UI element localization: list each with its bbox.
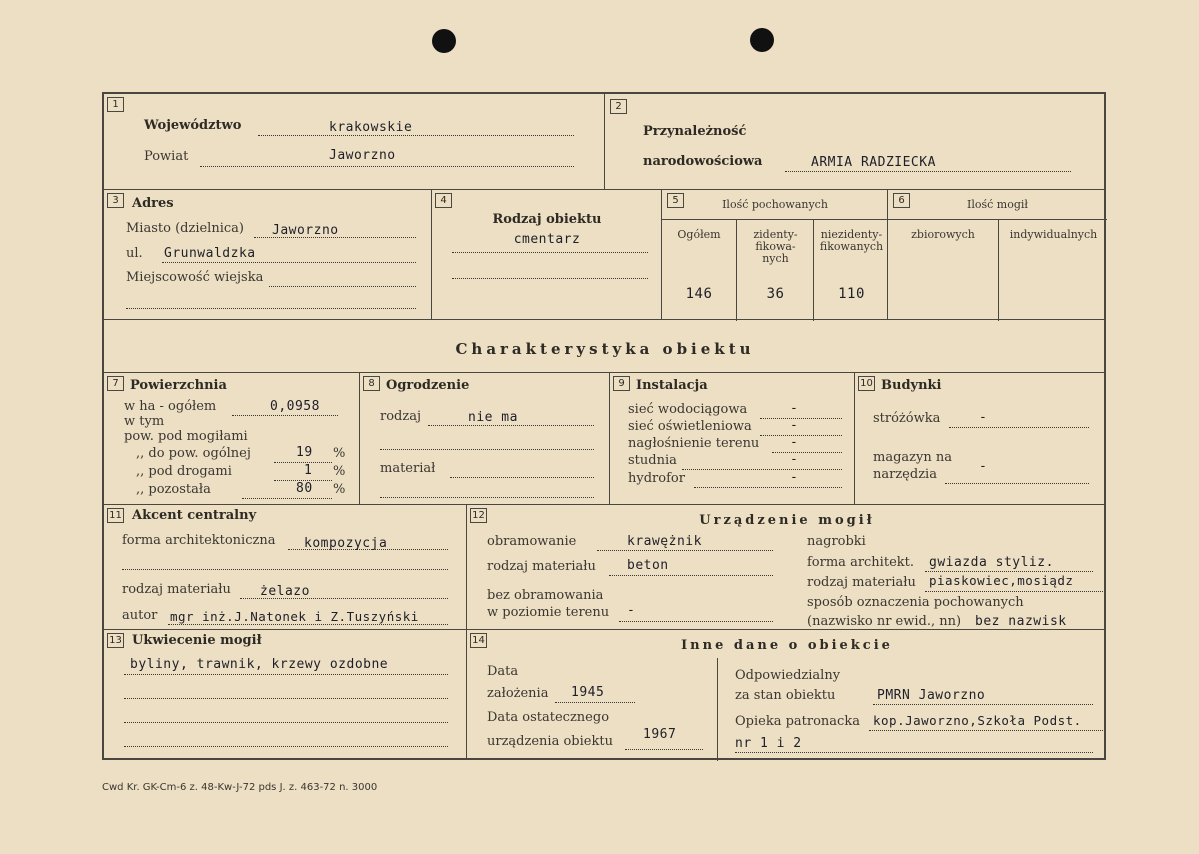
percent-sign: %	[333, 464, 346, 479]
dotted-line	[694, 487, 842, 488]
dotted-line	[200, 166, 574, 167]
buildings-title: Budynki	[881, 378, 942, 393]
section-central-accent	[104, 504, 466, 629]
installation-sound-label: nagłośnienie terenu	[628, 436, 760, 451]
section-other-data	[466, 629, 1106, 760]
col-total	[662, 220, 736, 321]
accent-forma-label: forma architektoniczna	[122, 533, 276, 548]
section-number: 8	[363, 376, 380, 391]
urz-value: 1967	[643, 727, 677, 742]
section-number: 5	[667, 193, 684, 208]
nagrobki-forma-value: gwiazda styliz.	[929, 555, 1054, 570]
installation-light-value: -	[790, 418, 799, 433]
dotted-line	[772, 452, 842, 453]
building-guard-value: -	[979, 410, 988, 425]
dotted-line	[269, 286, 416, 287]
bez-value: -	[627, 603, 636, 618]
col-individual	[998, 220, 1107, 321]
opieka-label: Opieka patronacka	[735, 714, 860, 729]
dotted-line	[122, 569, 448, 570]
dotted-line	[124, 722, 448, 723]
wojewodztwo-label: Województwo	[144, 118, 242, 133]
installation-hydrofor-label: hydrofor	[628, 471, 685, 486]
ha-label: w ha - ogółem	[124, 399, 217, 414]
dotted-line	[232, 415, 338, 416]
opieka-value-1: kop.Jaworzno,Szkoła Podst.	[873, 713, 1082, 728]
dotted-line	[168, 624, 448, 625]
dotted-line	[452, 252, 648, 253]
ul-label: ul.	[126, 246, 143, 261]
characteristics-header	[104, 319, 1106, 372]
dotted-line	[380, 449, 594, 450]
section-grave-arrangement	[466, 504, 1106, 629]
zal-label: założenia	[487, 686, 549, 701]
grave-mat-value: beton	[627, 558, 669, 573]
dotted-line	[258, 135, 574, 136]
poz-label: ,, pozostała	[136, 482, 211, 497]
percent-sign: %	[333, 446, 346, 461]
nagrobki-mat-value: piaskowiec,mosiądz	[929, 573, 1074, 588]
sposob-label: sposób oznaczenia pochowanych	[807, 595, 1024, 610]
flowers-value: byliny, trawnik, krzewy ozdobne	[130, 657, 389, 672]
odp-label-1: Odpowiedzialny	[735, 668, 841, 683]
accent-mat-value: żelazo	[260, 584, 310, 599]
total-value: 146	[685, 286, 713, 302]
nazw-value: bez nazwisk	[975, 614, 1067, 629]
obram-label: obramowanie	[487, 534, 577, 549]
wtym-label: w tym	[124, 414, 165, 429]
installations-title: Instalacja	[636, 378, 708, 393]
wojewodztwo-value: krakowskie	[329, 120, 413, 135]
dotted-line	[925, 591, 1103, 592]
dotted-line	[735, 752, 1093, 753]
col-identified	[736, 220, 813, 321]
dotted-line	[126, 308, 416, 309]
poz-value: 80	[296, 481, 313, 496]
dotted-line	[452, 278, 648, 279]
buried-columns	[662, 219, 888, 320]
divider	[717, 658, 718, 761]
dotted-line	[945, 483, 1089, 484]
urz-label: urządzenia obiektu	[487, 734, 613, 749]
dotted-line	[380, 497, 594, 498]
object-type-title: Rodzaj obiektu	[492, 212, 602, 227]
installation-water-label: sieć wodociągowa	[628, 402, 748, 417]
miejscowosc-label: Miejscowość wiejska	[126, 270, 264, 285]
section-address	[104, 189, 431, 319]
section-number: 7	[107, 376, 124, 391]
characteristics-title: Charakterystyka obiektu	[455, 340, 755, 358]
odp-value: PMRN Jaworzno	[877, 688, 986, 703]
section-number: 1	[107, 97, 124, 112]
buried-title: Ilość pochowanych	[722, 198, 828, 211]
grave-mat-label: rodzaj materiału	[487, 559, 596, 574]
central-accent-title: Akcent centralny	[132, 508, 257, 523]
accent-autor-value: mgr inż.J.Natonek i Z.Tuszyński	[170, 609, 419, 624]
dotted-line	[450, 477, 594, 478]
section-object-type	[431, 189, 661, 319]
bez-label-1: bez obramowania	[487, 588, 604, 603]
identified-value: 36	[766, 286, 785, 302]
installation-well-value: -	[790, 452, 799, 467]
zal-value: 1945	[571, 685, 605, 700]
section-buried-count	[661, 189, 887, 319]
bez-label-2: w poziomie terenu	[487, 605, 610, 620]
dotted-line	[162, 262, 416, 263]
installation-hydrofor-value: -	[790, 470, 799, 485]
dotted-line	[428, 425, 594, 426]
building-storage-value: -	[979, 459, 988, 474]
dotted-line	[555, 702, 635, 703]
grave-arrangement-title: Urządzenie mogił	[699, 513, 875, 528]
installation-sound-value: -	[790, 435, 799, 450]
section-number: 9	[613, 376, 630, 391]
dotted-line	[760, 435, 842, 436]
data-label: Data	[487, 664, 519, 679]
section-number: 12	[470, 508, 487, 523]
building-guard-label: stróżówka	[873, 411, 941, 426]
object-type-value: cmentarz	[513, 232, 581, 247]
fence-material-label: materiał	[380, 461, 436, 476]
dotted-line	[949, 427, 1089, 428]
obram-value: krawężnik	[627, 534, 702, 549]
dotted-line	[609, 575, 773, 576]
nationality-label-1: Przynależność	[643, 124, 747, 139]
punch-hole-right	[750, 28, 774, 52]
building-storage-label-1: magazyn na	[873, 450, 952, 465]
section-number: 14	[470, 633, 487, 648]
address-title: Adres	[132, 196, 174, 211]
dotted-line	[925, 571, 1093, 572]
nagrobki-label: nagrobki	[807, 534, 866, 549]
nationality-label-2: narodowościowa	[643, 154, 763, 169]
dotted-line	[124, 746, 448, 747]
dotted-line	[873, 704, 1093, 705]
section-buildings	[854, 372, 1106, 504]
section-area	[104, 372, 359, 504]
opieka-value-2: nr 1 i 2	[735, 736, 802, 751]
odp-label-2: za stan obiektu	[735, 688, 836, 703]
fence-title: Ogrodzenie	[386, 378, 470, 393]
do-label: ,, do pow. ogólnej	[136, 446, 251, 461]
ha-value: 0,0958	[270, 399, 320, 414]
ul-value: Grunwaldzka	[164, 246, 256, 261]
dotted-line	[785, 171, 1071, 172]
section-number: 13	[107, 633, 124, 648]
accent-autor-label: autor	[122, 608, 158, 623]
dotted-line	[619, 621, 773, 622]
col-collective	[888, 220, 998, 321]
form-frame	[102, 92, 1106, 760]
flowers-title: Ukwiecenie mogił	[132, 633, 262, 648]
col-identified-label-3: nych	[762, 252, 789, 265]
section-location	[104, 94, 604, 189]
section-number: 10	[858, 376, 875, 391]
section-nationality	[604, 94, 1106, 189]
dotted-line	[242, 498, 332, 499]
dotted-line	[625, 749, 703, 750]
col-identified-label-1: zidenty-	[753, 228, 798, 241]
installation-well-label: studnia	[628, 453, 677, 468]
col-total-label: Ogółem	[677, 228, 721, 241]
nagrobki-forma-label: forma architekt.	[807, 555, 914, 570]
drogi-label: ,, pod drogami	[136, 464, 232, 479]
do-value: 19	[296, 445, 313, 460]
col-unidentified	[813, 220, 888, 321]
powiat-value: Jaworzno	[329, 148, 396, 163]
nationality-value: ARMIA RADZIECKA	[811, 155, 936, 170]
fence-rodzaj-value: nie ma	[468, 410, 518, 425]
section-number: 11	[107, 508, 124, 523]
unidentified-value: 110	[838, 286, 865, 302]
building-storage-label-2: narzędzia	[873, 467, 937, 482]
section-number: 6	[893, 193, 910, 208]
miasto-value: Jaworzno	[272, 223, 339, 238]
col-unidentified-label-1: niezidenty-	[820, 228, 883, 241]
dotted-line	[124, 698, 448, 699]
other-data-title: Inne dane o obiekcie	[681, 638, 893, 653]
col-identified-label-2: fikowa-	[755, 240, 796, 253]
nagrobki-mat-label: rodzaj materiału	[807, 575, 916, 590]
powiat-label: Powiat	[144, 149, 189, 164]
col-collective-label: zbiorowych	[911, 228, 975, 241]
dotted-line	[597, 550, 773, 551]
section-number: 3	[107, 193, 124, 208]
dotted-line	[869, 730, 1103, 731]
section-graves-count	[887, 189, 1106, 319]
section-number: 2	[610, 99, 627, 114]
percent-sign: %	[333, 482, 346, 497]
accent-mat-label: rodzaj materiału	[122, 582, 231, 597]
data-ostatecznego-label: Data ostatecznego	[487, 710, 610, 725]
installation-light-label: sieć oświetleniowa	[628, 419, 752, 434]
section-flowers	[104, 629, 466, 760]
dotted-line	[124, 674, 448, 675]
graves-columns	[888, 219, 1107, 320]
area-title: Powierzchnia	[130, 378, 227, 393]
dotted-line	[760, 418, 842, 419]
miasto-label: Miasto (dzielnica)	[126, 221, 244, 236]
accent-forma-value: kompozycja	[304, 536, 388, 551]
col-individual-label: indywidualnych	[1009, 228, 1098, 241]
nazw-label: (nazwisko nr ewid., nn)	[807, 614, 962, 629]
dotted-line	[682, 469, 842, 470]
drogi-value: 1	[304, 463, 313, 478]
col-unidentified-label-2: fikowanych	[819, 240, 884, 253]
punch-hole-left	[432, 29, 456, 53]
section-installations	[609, 372, 854, 504]
section-fence	[359, 372, 609, 504]
dotted-line	[274, 462, 332, 463]
form-footer: Cwd Kr. GK-Cm-6 z. 48-Kw-J-72 pds J. z. 463-72 n. 3000	[102, 782, 378, 793]
graves-title: Ilość mogił	[967, 198, 1028, 211]
pow-label: pow. pod mogiłami	[124, 429, 248, 444]
installation-water-value: -	[790, 401, 799, 416]
fence-rodzaj-label: rodzaj	[380, 409, 421, 424]
section-number: 4	[435, 193, 452, 208]
